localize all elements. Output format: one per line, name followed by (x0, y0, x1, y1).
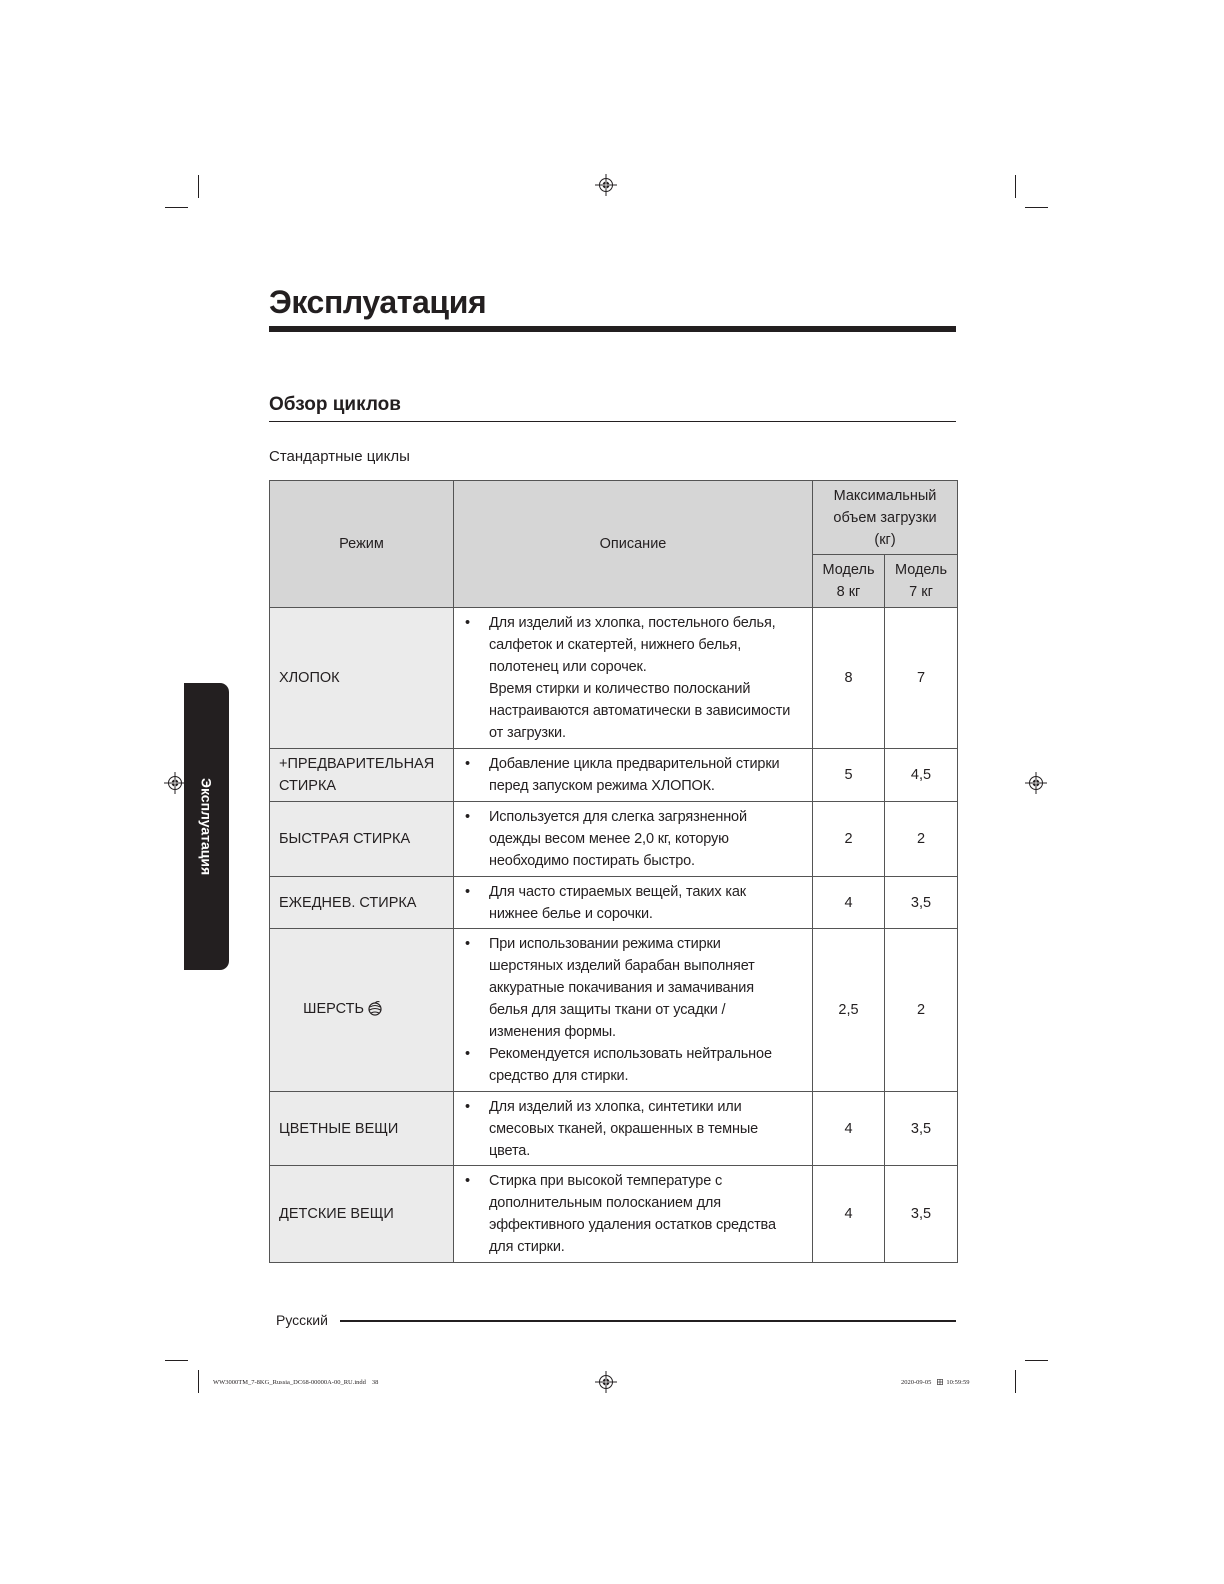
crop-mark-top-right-vertical (1015, 175, 1016, 198)
table-header-model-8kg: Модель 8 кг (813, 555, 885, 608)
cycle-name: +ПРЕДВАРИТЕЛЬНАЯ СТИРКА (270, 749, 454, 802)
load-8kg-value: 2 (813, 802, 885, 877)
cycle-description-bullet: • Стирка при высокой температуре с дополнительным полосканием для эффективного удаления остатков средства для стирки. (454, 1170, 808, 1258)
table-row (270, 929, 958, 1092)
registration-mark-icon (164, 772, 186, 794)
cycle-name: ШЕРСТЬ (303, 1000, 365, 1017)
table-row (270, 1166, 958, 1263)
load-7kg-value: 3,5 (885, 1092, 958, 1166)
cycle-name: ХЛОПОК (270, 608, 454, 749)
load-7kg-value: 3,5 (885, 877, 958, 929)
time-marker-icon (937, 1379, 943, 1389)
load-7kg-value: 2 (885, 929, 958, 1092)
cycle-description (454, 1092, 813, 1166)
table-row (270, 749, 958, 802)
footer-language: Русский (276, 1312, 328, 1328)
imprint-file-name: WW3000TM_7-8KG_Russia_DC68-00000A-00_RU.indd (213, 1379, 366, 1386)
load-8kg-value: 2,5 (813, 929, 885, 1092)
registration-mark-icon (595, 174, 617, 196)
table-row (270, 608, 958, 749)
cycle-description-bullet: • Используется для слегка загрязненной одежды весом менее 2,0 кг, которую необходимо постирать быстро. (454, 806, 808, 872)
cycle-name-cell (270, 929, 454, 1092)
imprint-time: 10:59:59 (946, 1379, 970, 1386)
cycle-description-bullet: • Для изделий из хлопка, синтетики или смесовых тканей, окрашенных в темные цвета. (454, 1096, 808, 1162)
cycle-description (454, 877, 813, 929)
load-7kg-value: 4,5 (885, 749, 958, 802)
cycle-description (454, 929, 813, 1092)
crop-mark-bottom-right-vertical (1015, 1370, 1016, 1393)
title-rule (269, 326, 956, 332)
footer-rule (340, 1320, 956, 1322)
cycle-description-bullet: • Для изделий из хлопка, постельного белья, салфеток и скатертей, нижнего белья, полотенец или сорочек. Время стирки и количество полосканий настраиваются автоматически в зависимости от загрузки. (454, 612, 808, 744)
cycle-description (454, 1166, 813, 1263)
crop-mark-top-left-horizontal (165, 207, 188, 208)
cycle-name: ДЕТСКИЕ ВЕЩИ (270, 1166, 454, 1263)
side-chapter-tab-label: Эксплуатация (198, 777, 215, 876)
table-header-model-7kg: Модель 7 кг (885, 555, 958, 608)
crop-mark-bottom-right-horizontal (1025, 1360, 1048, 1361)
cycle-name: БЫСТРАЯ СТИРКА (270, 802, 454, 877)
section-subtitle: Стандартные циклы (269, 448, 410, 465)
section-title: Обзор циклов (269, 394, 401, 415)
registration-mark-icon (595, 1371, 617, 1393)
table-row (270, 1092, 958, 1166)
load-8kg-value: 4 (813, 1166, 885, 1263)
load-8kg-value: 4 (813, 877, 885, 929)
load-8kg-value: 4 (813, 1092, 885, 1166)
table-row (270, 877, 958, 929)
table-header-row (270, 481, 958, 555)
table-row (270, 802, 958, 877)
load-7kg-value: 7 (885, 608, 958, 749)
crop-mark-top-right-horizontal (1025, 207, 1048, 208)
page-title: Эксплуатация (269, 284, 487, 320)
imprint-page-number: 38 (371, 1379, 379, 1386)
cycle-description (454, 802, 813, 877)
cycle-description-bullet: • Рекомендуется использовать нейтральное средство для стирки. (454, 1043, 808, 1087)
wool-icon (366, 1000, 384, 1023)
crop-mark-top-left-vertical (198, 175, 199, 198)
table-header-mode: Режим (270, 481, 454, 608)
cycle-name: ЕЖЕДНЕВ. СТИРКА (270, 877, 454, 929)
cycles-table (269, 480, 958, 1263)
table-header-max-load: Максимальный объем загрузки (кг) (813, 481, 958, 555)
imprint-timestamp (901, 1378, 969, 1389)
cycle-name: ЦВЕТНЫЕ ВЕЩИ (270, 1092, 454, 1166)
imprint-file-info (213, 1378, 378, 1388)
imprint-date: 2020-09-05 (901, 1379, 932, 1386)
load-8kg-value: 5 (813, 749, 885, 802)
cycle-description-bullet: • Добавление цикла предварительной стирки перед запуском режима ХЛОПОК. (454, 753, 808, 797)
cycle-description-bullet: • Для часто стираемых вещей, таких как нижнее белье и сорочки. (454, 881, 808, 925)
cycle-description (454, 608, 813, 749)
load-7kg-value: 2 (885, 802, 958, 877)
load-7kg-value: 3,5 (885, 1166, 958, 1263)
table-header-description: Описание (454, 481, 813, 608)
registration-mark-icon (1025, 772, 1047, 794)
section-rule (269, 421, 956, 422)
cycle-description-bullet: • При использовании режима стирки шерстяных изделий барабан выполняет аккуратные покачивания и замачивания белья для защиты ткани от усадки / изменения формы. (454, 933, 808, 1043)
crop-mark-bottom-left-horizontal (165, 1360, 188, 1361)
load-8kg-value: 8 (813, 608, 885, 749)
cycle-description (454, 749, 813, 802)
side-chapter-tab (184, 683, 229, 970)
crop-mark-bottom-left-vertical (198, 1370, 199, 1393)
